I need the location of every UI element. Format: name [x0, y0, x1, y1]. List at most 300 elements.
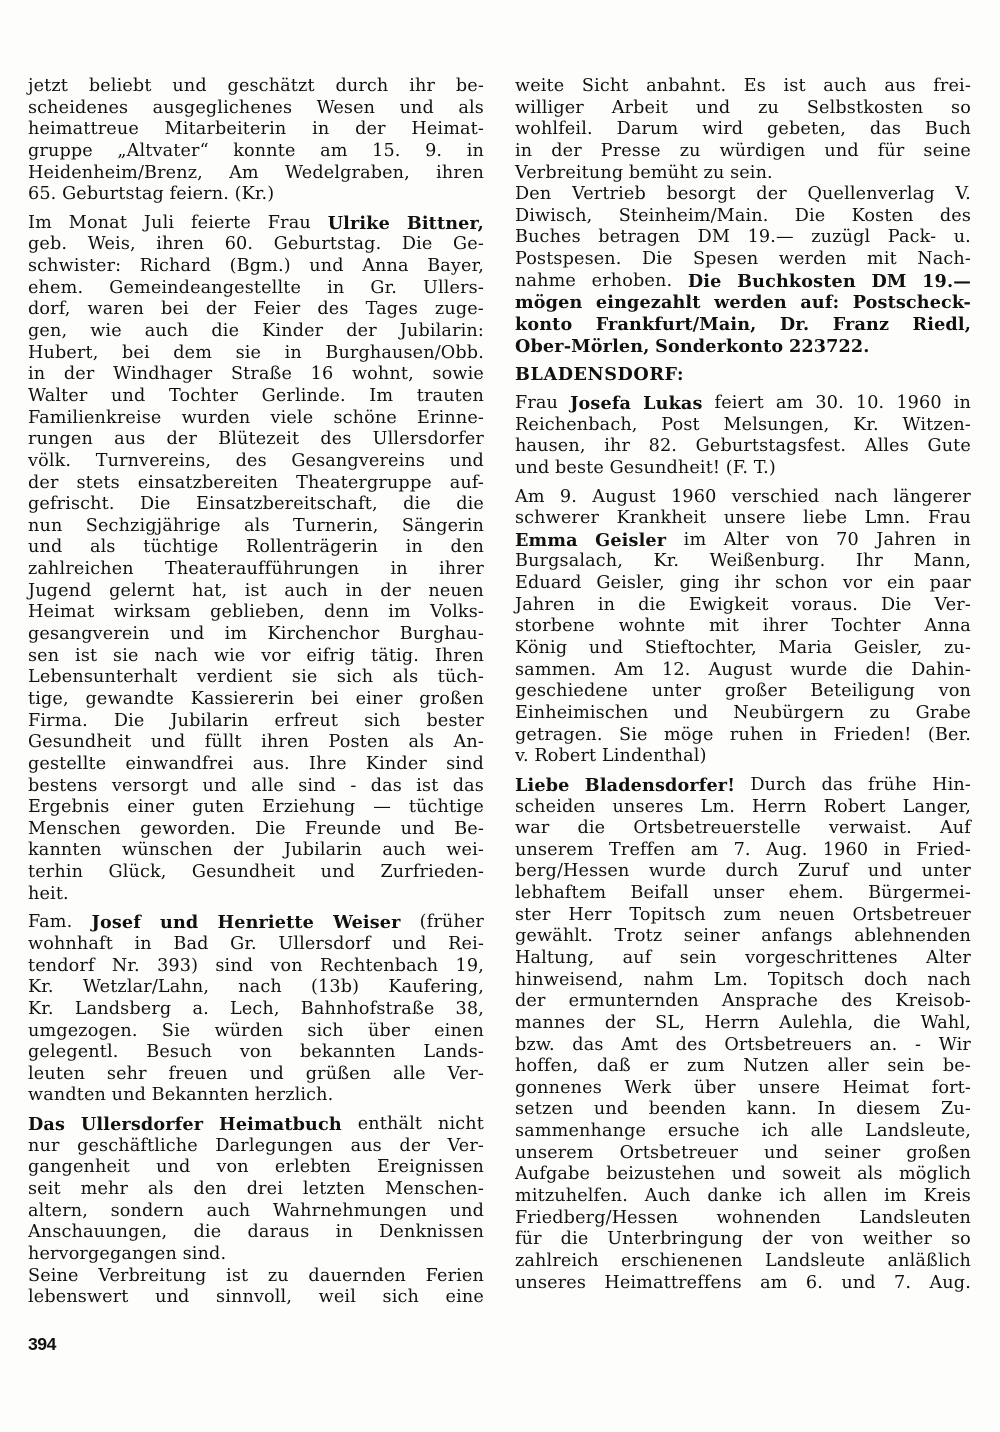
word: in: [883, 839, 901, 860]
word: SL,: [655, 1012, 685, 1033]
word: gruppe: [28, 140, 93, 161]
text-line: [28, 299, 484, 321]
text-line: [515, 163, 971, 185]
word: Mann,: [913, 551, 971, 572]
text-line: [515, 861, 971, 883]
word: Wetzlar/Lahn,: [82, 977, 210, 998]
text-line: [28, 408, 484, 430]
word: der: [233, 840, 264, 861]
word: ersuche: [667, 1121, 740, 1142]
text-line: [28, 1266, 484, 1288]
word: Ewigkeit: [688, 594, 769, 615]
word: verschied: [731, 486, 820, 507]
word: (13b): [311, 977, 360, 998]
word: vorgeschrittenes: [745, 947, 898, 968]
word: Ver-: [447, 1063, 484, 1084]
word: Trotz: [614, 926, 663, 947]
text-line: [515, 508, 971, 530]
text-line: [515, 436, 971, 458]
word: Nr.: [111, 955, 140, 976]
word: Lindenthal): [601, 746, 707, 767]
word: Bekannten: [151, 1085, 249, 1106]
word: auch: [284, 580, 329, 601]
word: frühe: [868, 774, 917, 795]
word: denn: [324, 602, 369, 623]
word: Josef: [91, 912, 141, 934]
word: weite: [515, 76, 565, 96]
word: Die: [113, 710, 145, 731]
word: bemüht: [628, 162, 698, 183]
word: und: [593, 1099, 629, 1120]
text-line: [515, 883, 971, 905]
word: ihr: [409, 76, 436, 96]
word: berg/Hessen: [515, 861, 630, 882]
word: Bürgermei-: [868, 883, 971, 904]
text-line: [515, 1186, 971, 1208]
word: Henriette: [217, 912, 315, 934]
text-line: [28, 667, 484, 689]
word: in: [466, 140, 484, 161]
word: 16: [310, 364, 334, 385]
word: Burgsalach,: [515, 551, 623, 572]
word: (Kr.): [234, 184, 275, 205]
word: enthält: [357, 1114, 423, 1135]
word: Josefa: [570, 392, 632, 414]
word: wird: [702, 119, 744, 140]
text-line: [515, 206, 971, 228]
word: hinweisend,: [515, 969, 624, 990]
word: Sie: [161, 1020, 191, 1041]
word: der: [166, 429, 198, 450]
word: Landsberg: [74, 998, 172, 1019]
text-line: [28, 163, 484, 185]
text-line: [28, 840, 484, 862]
word: sinnvoll,: [216, 1287, 293, 1308]
word: T.): [753, 457, 776, 478]
word: Straße: [230, 364, 293, 385]
word: Alter: [723, 529, 769, 550]
word: Bahnhofstraße: [300, 998, 435, 1019]
text-line: [515, 905, 971, 927]
word: König: [515, 638, 568, 659]
word: unsere: [758, 1077, 821, 1098]
word: Spesen: [692, 249, 759, 270]
word: Ihren: [434, 645, 484, 666]
word: nach: [154, 645, 198, 666]
word: im: [683, 529, 707, 550]
word: Sie: [619, 724, 648, 745]
word: Gemeindeangestellte: [109, 277, 302, 298]
word: das: [869, 119, 902, 140]
word: (Bgm.): [229, 256, 291, 277]
word: die: [865, 659, 894, 680]
paragraph: [515, 487, 971, 768]
word: und: [111, 385, 146, 406]
word: wohnhaft: [28, 933, 113, 954]
word: Post: [661, 414, 700, 435]
word: ablehnenden: [854, 926, 971, 947]
word: ist: [244, 580, 267, 601]
word: sind: [446, 753, 484, 774]
word: bei: [161, 299, 189, 320]
text-line: [28, 977, 484, 999]
word: Jugend: [28, 580, 92, 601]
word: 30.: [815, 392, 844, 413]
word: sie: [291, 667, 318, 688]
word: tüchtige: [408, 797, 484, 818]
word: Kinder: [262, 321, 324, 342]
word: Gesangvereins: [291, 450, 426, 471]
word: sind: [298, 775, 337, 796]
word: das: [452, 775, 484, 796]
right-column: [515, 76, 971, 1294]
paragraph: [515, 775, 971, 1294]
word: 60.: [224, 234, 254, 255]
word: 7.: [894, 1272, 912, 1293]
word: hoffen,: [515, 1056, 579, 1077]
word: Kr.: [28, 998, 54, 1019]
word: „Altvater“: [117, 140, 209, 161]
text-line: [515, 1273, 971, 1295]
word: a.: [192, 998, 209, 1019]
word: allen: [823, 1186, 868, 1207]
word: unser: [713, 883, 765, 904]
word: Ortsbetreuer: [619, 1142, 739, 1163]
word: Ge-: [453, 234, 484, 255]
word: Wir: [938, 1034, 971, 1055]
word: Geburtstagsfest.: [695, 436, 847, 457]
word: so: [951, 97, 971, 118]
word: geworden.: [140, 818, 236, 839]
word: Jubilarin: [170, 710, 249, 731]
word: verwaist.: [828, 818, 912, 839]
word: längerer: [893, 486, 971, 507]
word: unseres: [515, 1272, 587, 1293]
text-line: [28, 1244, 484, 1266]
word: und: [202, 775, 237, 796]
word: als: [857, 1164, 883, 1185]
word: gebeten,: [767, 119, 846, 140]
word: Turnvereins,: [95, 450, 212, 471]
word: unsere: [723, 508, 786, 529]
word: wohnt,: [351, 364, 414, 385]
section-heading: [515, 364, 971, 386]
paragraph-gap: [515, 386, 971, 393]
word: bekannten: [299, 1042, 396, 1063]
word: am: [775, 392, 804, 413]
word: bei: [121, 342, 150, 363]
word: und: [695, 97, 731, 118]
text-line: [515, 184, 971, 206]
word: und: [309, 256, 344, 277]
word: Ver-: [934, 594, 971, 615]
word: und: [824, 140, 859, 161]
text-line: [515, 775, 971, 797]
word: nicht: [438, 1114, 484, 1135]
word: 393): [157, 955, 199, 976]
word: heimattreue: [28, 119, 139, 140]
word: das: [572, 1034, 604, 1055]
word: gonnenes: [515, 1077, 602, 1098]
word: v.: [515, 746, 529, 767]
word: Tochter: [168, 385, 239, 406]
word: beenden: [648, 1099, 727, 1120]
word: Weißenburg.: [709, 551, 826, 572]
text-line: [28, 754, 484, 776]
paragraph: [515, 393, 971, 480]
word: alle: [392, 1063, 426, 1084]
word: und: [588, 638, 624, 659]
word: wünschen: [121, 840, 213, 861]
word: Theatergruppe: [296, 472, 432, 493]
word: des: [235, 450, 267, 471]
word: einsatzbereiten: [137, 472, 279, 493]
word: Hubert,: [28, 342, 99, 363]
word: des: [841, 991, 873, 1012]
word: und: [399, 97, 434, 118]
word: der: [515, 991, 546, 1012]
word: Beifall: [630, 883, 689, 904]
text-line: [28, 386, 484, 408]
word: Darlegungen: [215, 1135, 334, 1156]
text-line: [515, 926, 971, 948]
word: der: [346, 321, 377, 342]
word: 19.—: [747, 227, 794, 248]
word: schwerer: [515, 508, 600, 529]
word: großen: [906, 1142, 971, 1163]
word: beliebt: [88, 76, 152, 96]
word: einer: [127, 797, 175, 818]
word: zahlreichen: [28, 559, 134, 580]
word: als: [392, 667, 419, 688]
word: Eduard: [515, 573, 582, 594]
word: auch: [823, 76, 867, 96]
word: ist: [226, 1265, 249, 1286]
word: bei: [311, 688, 339, 709]
word: Nach-: [917, 249, 971, 270]
word: unter: [921, 861, 971, 882]
word: kann.: [746, 1099, 797, 1120]
text-line: [515, 595, 971, 617]
text-line: [515, 746, 971, 768]
word: williger: [515, 97, 584, 118]
word: Kr.: [853, 414, 879, 435]
text-line: [28, 256, 484, 278]
text-line: [515, 530, 971, 552]
word: in: [327, 277, 345, 298]
paragraph: [28, 1114, 484, 1309]
text-line: [28, 624, 484, 646]
word: gefrischt.: [28, 494, 115, 515]
word: am: [760, 1272, 788, 1293]
word: und: [320, 862, 356, 883]
word: Heimatbuch: [219, 1114, 342, 1136]
word: und: [172, 76, 207, 96]
word: Sängerin: [401, 515, 484, 536]
text-line: [28, 602, 484, 624]
word: wohnenden: [716, 1207, 821, 1228]
word: feiert: [714, 392, 764, 413]
word: ich: [761, 1121, 789, 1142]
word: Rei-: [448, 933, 484, 954]
word: er: [649, 1056, 669, 1077]
paragraph-gap: [28, 1107, 484, 1114]
word: bzw.: [515, 1034, 555, 1055]
word: Posten: [328, 732, 389, 753]
word: zuzügl: [811, 227, 871, 248]
word: des: [939, 205, 971, 226]
word: Lm.: [713, 969, 749, 990]
word: war: [515, 818, 550, 839]
word: Denknissen: [379, 1222, 484, 1243]
text-line: [28, 689, 484, 711]
word: bestens: [28, 775, 98, 796]
word: und: [249, 1063, 284, 1084]
word: in: [597, 594, 616, 615]
word: nach: [238, 977, 282, 998]
text-line: [28, 1085, 484, 1107]
word: An-: [453, 732, 484, 753]
word: Stieftochter,: [644, 638, 757, 659]
text-line: [515, 336, 971, 358]
word: leuten: [28, 1063, 86, 1084]
text-line: [28, 1201, 484, 1223]
word: sein: [679, 947, 717, 968]
word: als: [244, 515, 270, 536]
word: tüch-: [437, 667, 484, 688]
word: wurde: [648, 861, 707, 882]
word: Aug.: [929, 1272, 971, 1293]
word: setzen: [515, 1099, 574, 1120]
word: und: [841, 1272, 876, 1293]
word: feierte: [191, 212, 251, 233]
word: großer: [724, 681, 787, 702]
word: und: [515, 457, 550, 478]
word: Burghausen/Obb.: [325, 342, 484, 363]
word: wei-: [446, 840, 484, 861]
word: In: [817, 1099, 836, 1120]
word: gesangverein: [28, 624, 150, 645]
word: seiner: [683, 926, 740, 947]
word: nur: [28, 1135, 60, 1156]
text-line: [28, 184, 484, 206]
word: Frau: [927, 508, 971, 529]
word: zu: [758, 97, 780, 118]
text-line: [28, 581, 484, 603]
text-line: [515, 364, 971, 386]
text-line: [28, 646, 484, 668]
text-line: [515, 1013, 971, 1035]
word: wandten: [28, 1085, 107, 1106]
word: vor: [842, 573, 873, 594]
word: fort-: [931, 1077, 971, 1098]
word: Die: [687, 270, 722, 292]
word: ihr: [734, 573, 761, 594]
text-line: [515, 1208, 971, 1230]
text-line: [28, 141, 484, 163]
word: schwister:: [28, 256, 122, 277]
word: ihrer: [762, 616, 808, 637]
word: scheidenes: [28, 97, 129, 118]
word: in: [345, 580, 363, 601]
word: daß: [596, 1056, 631, 1077]
word: aller: [827, 1056, 869, 1077]
word: den: [450, 537, 484, 558]
word: Beteiligung: [810, 681, 915, 702]
word: in: [515, 140, 533, 161]
word: eine: [445, 1287, 484, 1308]
word: 19.—: [922, 270, 971, 292]
word: Kreisob-: [895, 991, 971, 1012]
word: würdigen: [719, 140, 806, 161]
word: (Ber.: [927, 724, 971, 745]
word: und: [673, 702, 708, 723]
word: Auf: [939, 818, 971, 839]
word: Walter: [28, 385, 88, 406]
word: ihren: [436, 162, 484, 183]
text-line: [515, 725, 971, 747]
word: eingezahlt: [595, 292, 701, 314]
word: Wedelgraben,: [284, 162, 410, 183]
text-line: [28, 956, 484, 978]
text-line: [28, 516, 484, 538]
word: ging: [679, 573, 720, 594]
word: würden: [214, 1020, 284, 1041]
word: Ver-: [447, 1135, 484, 1156]
word: geschäftliche: [77, 1135, 198, 1156]
word: gangenheit: [28, 1157, 131, 1178]
word: Ihre: [308, 753, 347, 774]
word: dem: [173, 342, 213, 363]
word: gewandte: [85, 688, 174, 709]
word: Kr.: [653, 551, 680, 572]
word: Juli: [143, 212, 175, 233]
word: der: [604, 1012, 636, 1033]
word: Vertrieb: [571, 184, 646, 205]
word: Fam.: [28, 912, 73, 933]
text-line: [515, 970, 971, 992]
word: Franz: [832, 314, 890, 336]
word: —: [373, 797, 391, 818]
word: der: [355, 119, 386, 140]
word: liebe: [803, 508, 848, 529]
word: im: [224, 624, 248, 645]
word: Robert: [823, 796, 886, 817]
word: Gute: [927, 436, 971, 457]
word: Bayer,: [427, 256, 484, 277]
word: als: [90, 537, 116, 558]
word: Sicht: [581, 76, 629, 96]
word: zuge-: [434, 299, 484, 320]
word: Aufgabe: [515, 1164, 591, 1185]
word: und: [28, 537, 63, 558]
word: Wesen: [316, 97, 376, 118]
word: und: [392, 933, 427, 954]
text-line: [515, 991, 971, 1013]
word: Geburtstag: [62, 184, 164, 205]
word: zu: [679, 140, 701, 161]
text-line: [515, 818, 971, 840]
word: Diwisch,: [515, 205, 593, 226]
text-line: [515, 76, 971, 98]
word: Die: [139, 494, 171, 515]
word: Landsleute: [765, 1250, 866, 1271]
word: Zurfrieden-: [380, 862, 484, 883]
word: Be-: [454, 818, 484, 839]
word: Firma.: [28, 710, 88, 731]
word: am: [690, 839, 719, 860]
text-line: [28, 451, 484, 473]
